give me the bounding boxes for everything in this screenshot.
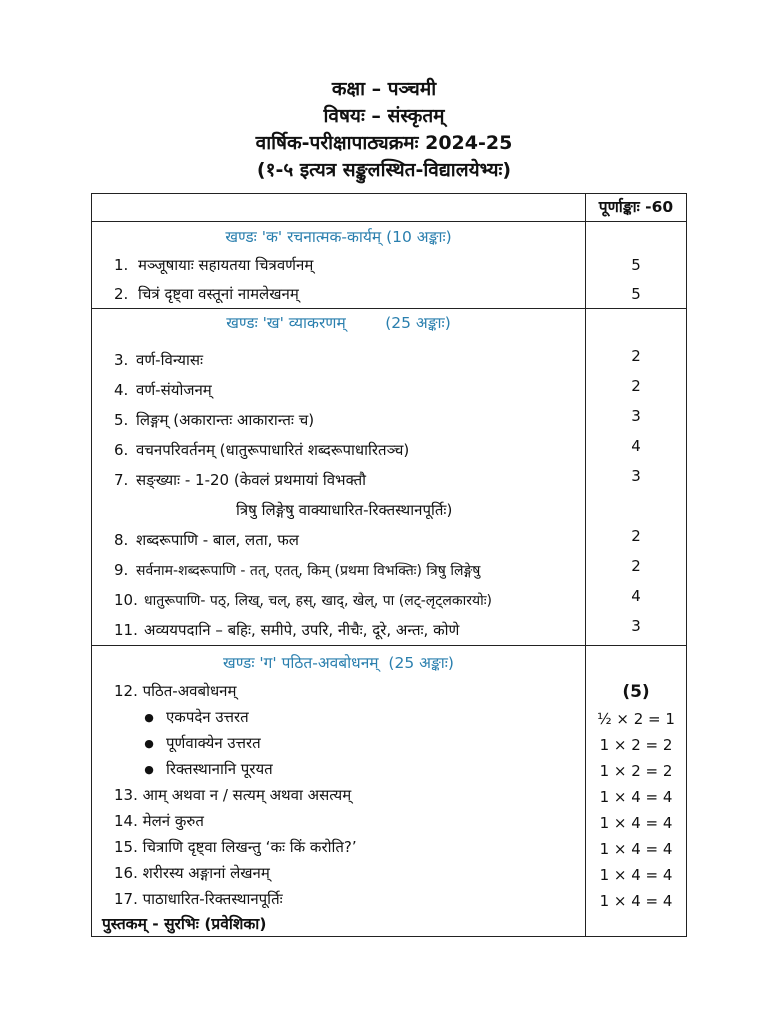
item-marks: 1 × 4 = 4 — [599, 892, 673, 910]
section-a-marks — [586, 222, 687, 309]
item-marks: 1 × 2 = 2 — [599, 736, 673, 754]
document-header — [0, 76, 768, 184]
syllabus-title: वार्षिक-परीक्षापाठ्यक्रमः 2024-25 — [255, 132, 513, 154]
item-marks: 3 — [631, 617, 641, 635]
list-item — [92, 585, 585, 615]
item-marks: (5) — [622, 682, 650, 702]
table-header-row — [92, 194, 687, 222]
list-item — [92, 279, 585, 308]
item-text: एकपदेन उत्तरत — [166, 708, 249, 726]
item-marks: 3 — [631, 407, 641, 425]
item-text: त्रिषु लिङ्गेषु वाक्याधारित-रिक्तस्थानपूर्तिः) — [236, 501, 453, 519]
full-marks-label: पूर्णाङ्काः -60 — [586, 194, 687, 222]
textbook-name: पुस्तकम् - सुरभिः (प्रवेशिका) — [102, 915, 267, 933]
list-item — [92, 860, 585, 886]
item-text: रिक्तस्थानानि पूरयत — [166, 760, 273, 778]
list-item — [92, 345, 585, 375]
syllabus-table — [91, 193, 687, 937]
list-item — [92, 525, 585, 555]
item-text: वचनपरिवर्तनम् (धातुरूपाधारितं शब्दरूपाधारितञ्च) — [136, 441, 410, 459]
list-item — [92, 834, 585, 860]
list-item — [92, 808, 585, 834]
section-c-title: खण्डः 'ग' पठित-अवबोधनम् (25 अङ्काः) — [223, 654, 454, 672]
section-c-content — [92, 646, 586, 937]
section-b-content — [92, 309, 586, 646]
item-text: वर्ण-संयोजनम् — [136, 381, 212, 399]
list-item — [92, 555, 585, 585]
section-a-row — [92, 222, 687, 309]
item-text: चित्रं दृष्ट्वा वस्तूनां नामलेखनम् — [138, 284, 299, 303]
item-marks — [586, 491, 686, 521]
bullet-item — [92, 730, 585, 756]
section-c-row — [92, 646, 687, 937]
item-text: शब्दरूपाणि - बाल, लता, फल — [136, 531, 299, 549]
header-empty-cell — [92, 194, 586, 222]
scope-title: (१-५ इत्यत्र सङ्कुलस्थित-विद्यालयेभ्यः) — [256, 159, 512, 181]
item-marks: 3 — [631, 467, 641, 485]
list-item-continuation — [92, 495, 585, 525]
item-text: मञ्जूषायाः सहायतया चित्रवर्णनम् — [138, 255, 314, 274]
section-c-marks — [586, 646, 687, 937]
list-item — [92, 465, 585, 495]
item-text: 15. चित्राणि दृष्ट्वा लिखन्तु ‘कः किं करोति?’ — [114, 838, 357, 856]
item-text: लिङ्गम् (अकारान्तः आकारान्तः च) — [136, 411, 315, 429]
item-number: 7. — [114, 471, 129, 489]
list-item — [92, 782, 585, 808]
list-item — [92, 678, 585, 704]
section-b-row — [92, 309, 687, 646]
item-text: पूर्णवाक्येन उत्तरत — [166, 734, 261, 752]
section-b-marks — [586, 309, 687, 646]
subject-title: विषयः – संस्कृतम् — [323, 105, 445, 127]
item-marks: 4 — [631, 437, 641, 455]
item-marks: 1 × 4 = 4 — [599, 840, 673, 858]
item-number: 10. — [114, 591, 138, 609]
item-text: धातुरूपाणि- पठ्, लिख्, चल्, हस्, खाद्, खेल्, पा (लट्-लृट्लकारयोः) — [144, 592, 492, 609]
item-text: 14. मेलनं कुरुत — [114, 812, 204, 830]
list-item — [92, 435, 585, 465]
item-text: सर्वनाम-शब्दरूपाणि - तत्, एतत्, किम् (प्रथमा विभक्तिः) त्रिषु लिङ्गेषु — [136, 562, 481, 579]
item-marks: 2 — [631, 377, 641, 395]
item-marks: 2 — [631, 557, 641, 575]
item-marks: 1 × 4 = 4 — [599, 866, 673, 884]
bullet-item — [92, 704, 585, 730]
item-marks: 1 × 4 = 4 — [599, 788, 673, 806]
item-number: 1. — [114, 255, 129, 274]
list-item — [92, 405, 585, 435]
item-text: अव्ययपदानि – बहिः, समीपे, उपरि, नीचैः, दूरे, अन्तः, कोणे — [144, 621, 460, 639]
item-text: 13. आम् अथवा न / सत्यम् अथवा असत्यम् — [114, 786, 352, 804]
bullet-item — [92, 756, 585, 782]
item-number: 9. — [114, 561, 129, 579]
item-number: 5. — [114, 411, 129, 429]
item-marks: 2 — [631, 347, 641, 365]
list-item — [92, 250, 585, 279]
section-b-title: खण्डः 'ख' व्याकरणम् (25 अङ्काः) — [226, 314, 451, 332]
item-marks: 5 — [631, 284, 641, 303]
item-marks: 2 — [631, 527, 641, 545]
item-number: 11. — [114, 621, 138, 639]
item-text: 17. पाठाधारित-रिक्तस्थानपूर्तिः — [114, 890, 283, 908]
list-item — [92, 615, 585, 645]
item-text: वर्ण-विन्यासः — [136, 351, 204, 369]
bullet-icon: ● — [144, 710, 154, 724]
item-marks: 5 — [631, 255, 641, 274]
item-marks: 1 × 2 = 2 — [599, 762, 673, 780]
item-marks: ½ × 2 = 1 — [597, 710, 675, 728]
item-text: 12. पठित-अवबोधनम् — [114, 682, 237, 700]
bullet-icon: ● — [144, 762, 154, 776]
item-marks: 4 — [631, 587, 641, 605]
list-item — [92, 886, 585, 912]
item-number: 4. — [114, 381, 129, 399]
item-number: 3. — [114, 351, 129, 369]
item-marks: 1 × 4 = 4 — [599, 814, 673, 832]
section-a-content — [92, 222, 586, 309]
item-text: सङ्ख्याः - 1-20 (केवलं प्रथमायां विभक्तौ — [136, 471, 367, 489]
bullet-icon: ● — [144, 736, 154, 750]
item-number: 2. — [114, 284, 129, 303]
section-a-title: खण्डः 'क' रचनात्मक-कार्यम् (10 अङ्काः) — [225, 228, 452, 246]
item-number: 6. — [114, 441, 129, 459]
item-text: 16. शरीरस्य अङ्गानां लेखनम् — [114, 864, 270, 882]
class-title: कक्षा – पञ्चमी — [331, 78, 437, 100]
list-item — [92, 375, 585, 405]
item-number: 8. — [114, 531, 129, 549]
